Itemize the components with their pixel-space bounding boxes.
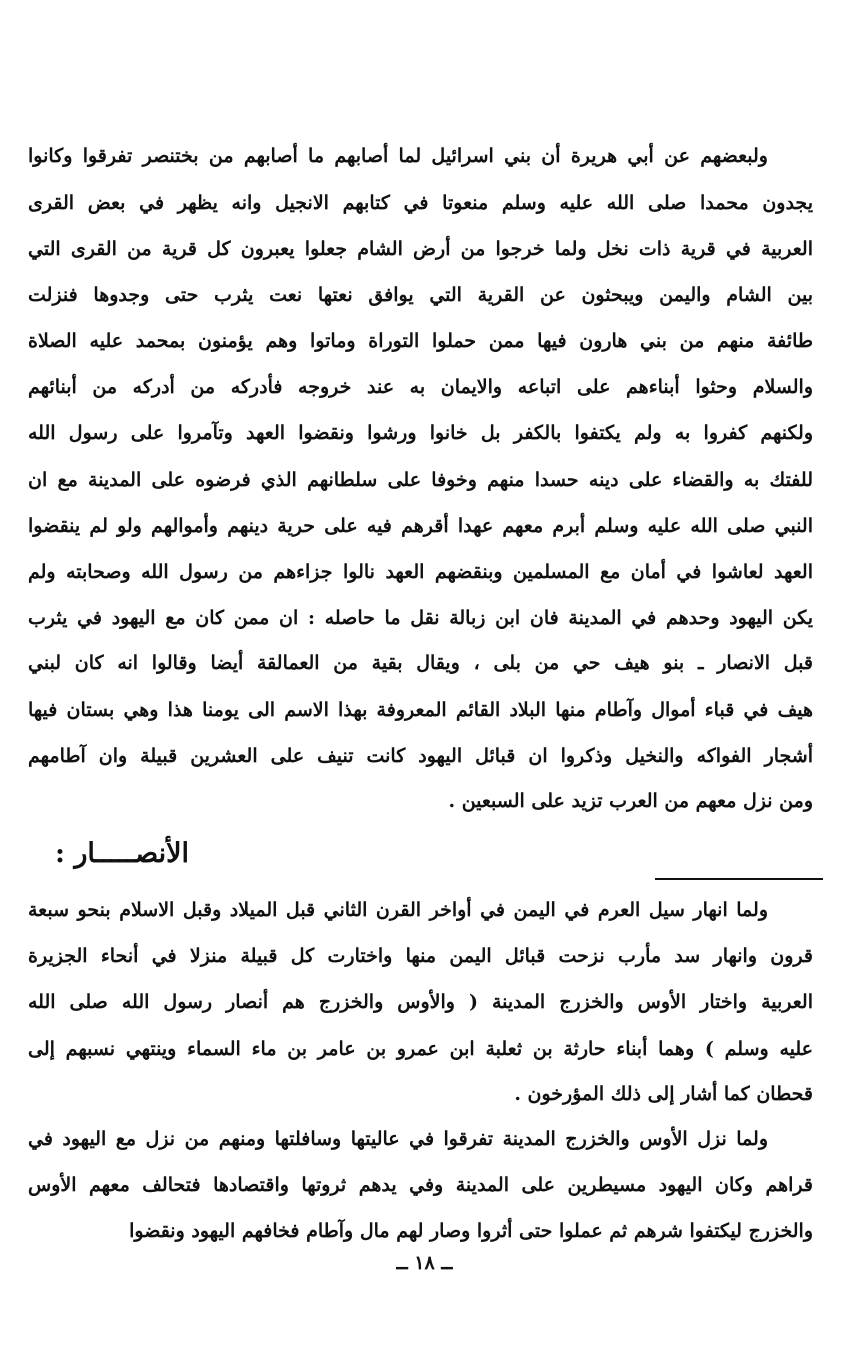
heading-underline: [655, 878, 823, 880]
text-line: ولبعضهم عن أبي هريرة أن بني اسرائيل لما أصابهم ما أصابهم من بختنصر تفرقوا وكانوا: [28, 145, 768, 167]
text-line: قبل الانصار ـ بنو هيف حي من بلى ، ويقال بقية من العمالقة أيضا وقالوا انه كان لبني: [28, 652, 813, 674]
text-line: أشجار الفواكه والنخيل وذكروا ان قبائل اليهود كانت تنيف على العشرين قبيلة وان آطامهم: [28, 745, 813, 767]
text-line: ولما انهار سيل العرم في اليمن في أواخر القرن الثاني قبل الميلاد وقبل الاسلام بنحو سبعة: [28, 899, 768, 921]
text-line: والخزرج ليكتفوا شرهم ثم عملوا حتى أثروا وصار لهم مال وآطام فخافهم اليهود ونقضوا: [129, 1220, 813, 1242]
text-line: العهد لعاشوا في أمان مع المسلمين وبنقضهم العهد نالوا جزاءهم من رسول الله وصحابته ولم: [28, 561, 813, 583]
page-number: ــ ١٨ ــ: [396, 1252, 453, 1274]
text-line: النبي صلى الله عليه وسلم أبرم معهم عهدا أقرهم فيه على حرية دينهم وأموالهم ولو لم ينقضوا: [28, 515, 813, 537]
text-line: قراهم وكان اليهود مسيطرين على المدينة وفي يدهم ثروتها واقتصادها فتحالف معهم الأوس: [28, 1174, 813, 1196]
text-line: يكن اليهود وحدهم في المدينة فان ابن زبالة نقل ما حاصله : ان ممن كان مع اليهود في يثرب: [28, 607, 813, 629]
text-line: العربية في قرية ذات نخل ولما خرجوا من أرض الشام جعلوا يعبرون كل قرية من القرى التي: [28, 238, 813, 260]
text-line: عليه وسلم ) وهما أبناء حارثة بن ثعلبة ابن عمرو بن عامر بن ماء السماء وينتهي نسبهم إلى: [28, 1038, 813, 1060]
text-line: والسلام وحثوا أبناءهم على اتباعه والايمان به عند خروجه فأدركه من أدركه من أبنائهم: [28, 376, 813, 398]
text-line: قرون وانهار سد مأرب نزحت قبائل اليمن منها واختارت كل قبيلة منزلا في أنحاء الجزيرة: [28, 945, 813, 967]
text-line: للفتك به والقضاء على دينه حسدا منهم وخوفا على سلطانهم الذي فرضوه على المدينة مع ان: [28, 469, 813, 491]
text-line: يجدون محمدا صلى الله عليه وسلم منعوتا في كتابهم الانجيل وانه يظهر في بعض القرى: [28, 192, 813, 214]
text-line: طائفة منهم من بني هارون فيها ممن حملوا التوراة وماتوا وهم يؤمنون بمحمد عليه الصلاة: [28, 330, 813, 352]
section-heading: الأنصـــــار :: [54, 838, 189, 869]
text-line: قحطان كما أشار إلى ذلك المؤرخون .: [514, 1083, 813, 1105]
text-line: ولكنهم كفروا به ولم يكتفوا بالكفر بل خانوا ورشوا ونقضوا العهد وتآمروا على رسول الله: [28, 422, 813, 444]
text-line: هيف في قباء أموال وآطام منها البلاد القائم المعروفة بهذا الاسم الى يومنا هذا وهي بستان فيها: [28, 699, 813, 721]
text-line: ولما نزل الأوس والخزرج المدينة تفرقوا في عاليتها وسافلتها ومنهم من نزل مع اليهود في: [28, 1128, 768, 1150]
text-line: العربية واختار الأوس والخزرج المدينة ( والأوس والخزرج هم أنصار رسول الله صلى الله: [28, 991, 813, 1013]
text-line: بين الشام واليمن ويبحثون عن القرية التي يوافق نعتها نعت يثرب حتى وجدوها فنزلت: [28, 284, 813, 306]
text-line: ومن نزل معهم من العرب تزيد على السبعين .: [448, 790, 813, 812]
